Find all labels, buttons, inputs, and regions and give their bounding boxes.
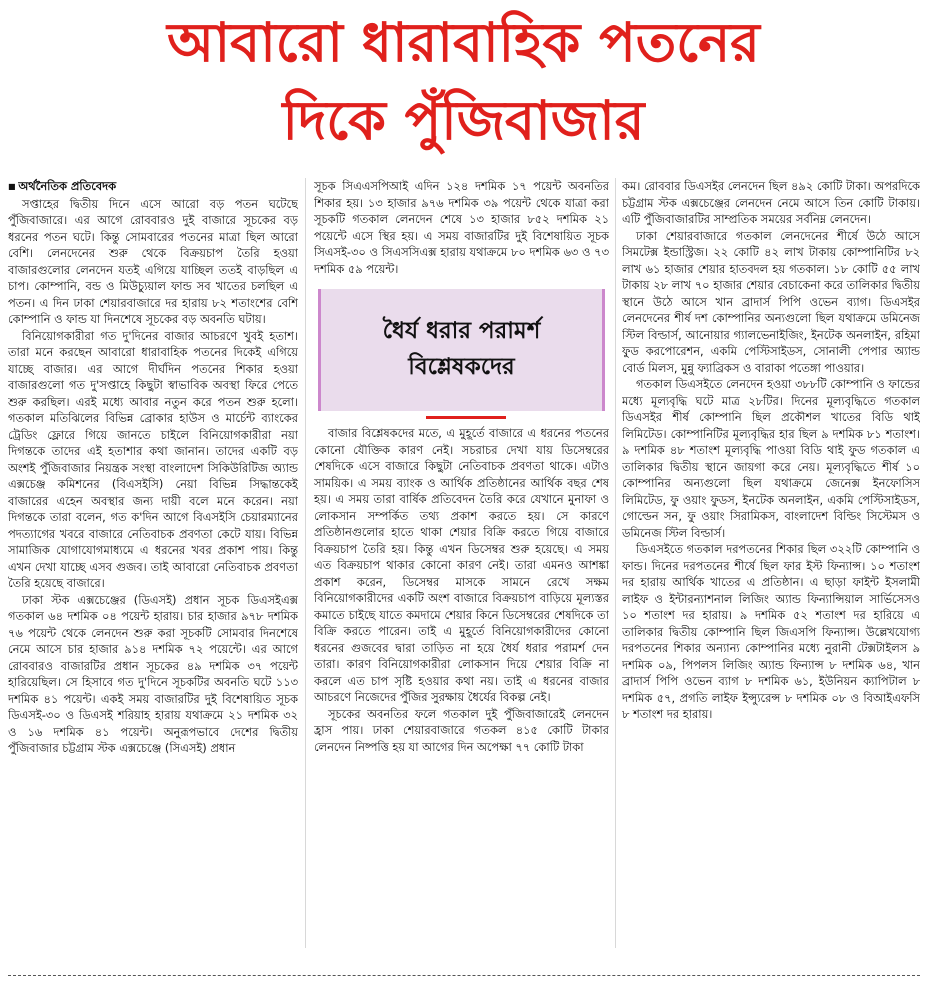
pull-quote-line-2: বিশ্লেষকদের — [408, 354, 515, 380]
column-divider — [305, 178, 306, 948]
headline-line-1: আবারো ধারাবাহিক পতনের — [167, 11, 760, 74]
headline-line-2: দিকে পুঁজিবাজার — [282, 89, 645, 152]
pull-quote-line-1: ধৈর্য ধরার পরামর্শ — [382, 318, 541, 344]
column-1 — [8, 178, 298, 948]
column-3 — [622, 178, 920, 948]
paragraph: ঢাকা শেয়ারবাজারে গতকাল লেনদেনের শীর্ষে উঠে আসে সিমটেক্স ইন্ডাস্ট্রিজ। ২২ কোটি ৪২ লাখ টাকায় কোম্পানিটির ৮২ লাখ ৬১ হাজার শেয়ার হাতবদল হয় গতকাল। ১৮ কোটি ৫৫ লাখ টাকায় ২৮ লাখ ৭০ হাজার শেয়ার বেচাকেনা করে তালিকার দ্বিতীয় স্থানে উঠে আসে খান ব্রাদার্স পিপি ওভেন ব্যাগ। ডিএসইর লেনদেনের শীর্ষ দশ কোম্পানির অন্যগুলো ছিল যথাক্রমে ডমিনেজ স্টিল বিল্ডার্স, আনোয়ার গ্যালভেনাইজিং, ইনটেক অনলাইন, রহিমা ফুড করপোরেশন, একমি পেস্টিসাইডস, সোনালী পেপার অ্যান্ড বোর্ড মিলস, মুন্নু ফ্যাব্রিকস ও বারাকা পতেঙ্গা পাওয়ার। — [622, 228, 920, 375]
pull-quote-underline — [426, 416, 506, 419]
paragraph: বাজার বিশ্লেষকদের মতে, এ মুহূর্তে বাজারে এ ধরনের পতনের কোনো যৌক্তিক কারণ নেই। সচরাচর দেখা যায় ডিসেম্বরের শেষদিকে এসে বাজারে কিছুটা নেতিবাচক প্রবণতা থাকে। এটাও সাময়িক। এ সময় ব্যাংক ও আর্থিক প্রতিষ্ঠানের আর্থিক বছর শেষ হয়। এ সময় তারা বার্ষিক প্রতিবেদন তৈরি করে যেখানে মুনাফা ও লোকসান সম্পর্কিত তথ্য প্রকাশ করতে হয়। সে কারণে প্রতিষ্ঠানগুলোর হাতে থাকা শেয়ার বিক্রি করতে গিয়ে বাজারে বিক্রয়চাপ তৈরি হয়। কিন্তু এখন ডিসেম্বর শুরু হয়েছে। এ সময় এত বিক্রয়চাপ থাকার কোনো কারণ নেই। তারা এমনও আশঙ্কা প্রকাশ করেন, ডিসেম্বর মাসকে সামনে রেখে সক্ষম বিনিয়োগকারীদের একটি অংশ বাজারে বিক্রয়চাপ বাড়িয়ে মূল্যস্তর কমাতে চাইছে যাতে কমদামে শেয়ার কিনে ডিসেম্বরের শেষদিকে তা বিক্রি করতে পারেন। তাই এ মুহূর্তে বিনিয়োগকারীদের কোনো ধরনের গুজবের দ্বারা তাড়িত না হয়ে ধৈর্য ধরার পরামর্শ দেন তারা। কারণ বিনিয়োগকারীরা লোকসান দিয়ে শেয়ার বিক্রি না করলে এত চাপ সৃষ্টি হওয়ার কথা নয়। তাই এ ধরনের বাজার আচরণে নিজেদের পুঁজির সুরক্ষায় ধৈর্যের বিকল্প নেই। — [314, 426, 609, 704]
column-2 — [314, 178, 609, 948]
byline: ■ অর্থনৈতিক প্রতিবেদক — [8, 178, 298, 196]
headline — [0, 4, 927, 160]
paragraph: সূচক সিএএসপিআই এদিন ১২৪ দশমিক ১৭ পয়েন্ট অবনতির শিকার হয়। ১৩ হাজার ৯৭৬ দশমিক ৩৯ পয়েন্ট থেকে যাত্রা করা সূচকটি গতকাল লেনদেন শেষে ১৩ হাজার ৮৫২ দশমিক ২১ পয়েন্টে এসে স্থির হয়। এ সময় বাজারটির দুই বিশেষায়িত সূচক সিএসই-৩০ ও সিএসসিএক্স হারায় যথাক্রমে ৮০ দশমিক ৬৩ ও ৭৩ দশমিক ৫৯ পয়েন্ট। — [314, 179, 609, 276]
paragraph: সপ্তাহের দ্বিতীয় দিনে এসে আরো বড় পতন ঘটেছে পুঁজিবাজারে। এর আগে রোববারও দুই বাজারে সূচকের বড় ধরনের পতন ঘটে। কিন্তু সোমবারের পতনের মাত্রা ছিল আরো বেশি। লেনদেনের শুরু থেকে বিক্রয়চাপ তৈরি হওয়া বাজারগুলোর লেনদেন যতই এগিয়ে যাচ্ছিল ততই বাড়ছিল এ চাপ। কোম্পানি, বন্ড ও মিউচ্যুয়াল ফান্ড সব খাতের চলছিল এ পতন। এ দিন ঢাকা শেয়ারবাজারে দর হারায় ৮২ শতাংশের বেশি কোম্পানি ও ফান্ড যা দিনশেষে সূচকের বড় অবনতি ঘটায়। — [8, 196, 298, 326]
paragraph: ঢাকা স্টক এক্সচেঞ্জের (ডিএসই) প্রধান সূচক ডিএসইএক্স গতকাল ৬৪ দশমিক ০৪ পয়েন্ট হারায়। চার হাজার ৯৭৮ দশমিক ৭৬ পয়েন্ট থেকে লেনদেন শুরু করা সূচকটি সোমবার দিনশেষে নেমে আসে চার হাজার ৯১৪ দশমিক ৭২ পয়েন্টে। এর আগে রোববারও বাজারটির প্রধান সূচকের ৪৯ দশমিক ৩৭ পয়েন্ট হারিয়েছিল। সে হিসাবে গত দু'দিনে সূচকটির অবনতি ঘটে ১১৩ দশমিক ৪১ পয়েন্ট। একই সময় বাজারটির দুই বিশেষায়িত সূচক ডিএসই-৩০ ও ডিএসই শরিয়াহ হারায় যথাক্রমে ২১ দশমিক ৩২ ও ১৬ দশমিক ৪১ পয়েন্ট। অনুরূপভাবে দেশের দ্বিতীয় পুঁজিবাজার চট্টগ্রাম স্টক এক্সচেঞ্জে (সিএসই) প্রধান — [8, 592, 298, 755]
paragraph: বিনিয়োগকারীরা গত দু'দিনের বাজার আচরণে খুবই হতাশ। তারা মনে করছেন আবারো ধারাবাহিক পতনের দিকেই এগিয়ে যাচ্ছে বাজার। এর আগে দীর্ঘদিন পতনের শিকার হওয়া বাজারগুলো গত দু'সপ্তাহে কিছুটা স্বাভাবিক অবস্থা ফিরে পেতে শুরু করছিল। এরই মধ্যে আবার নতুন করে পতন শুরু হলো। গতকাল মতিঝিলের বিভিন্ন ব্রোকার হাউস ও মার্চেন্ট ব্যাংকের ট্রেডিং ফ্লোরে গিয়ে জানতে চাইলে বিনিয়োগকারীরা নয়া দিগন্তকে তাদের এই হতাশার কথা জানান। তাদের একটি বড় অংশই পুঁজিবাজার নিয়ন্ত্রক সংস্থা বাংলাদেশ সিকিউরিটিজ অ্যান্ড এক্সচেঞ্জ কমিশনের (বিএসইসি) নেয়া বিভিন্ন সিদ্ধান্তকেই বাজারের এহেন অবস্থার জন্য দায়ী বলে মনে করেন। নয়া দিগন্তকে তারা বলেন, গত ক'দিন আগে বিএসইসি চেয়ারম্যানের পদত্যাগের খবরে বাজারে নেতিবাচক প্রবণতা কেটে যায়। বিভিন্ন সামাজিক যোগাযোগমাধ্যমে এ ধরনের খবর প্রকাশ পায়। কিন্তু এখন দেখা যাচ্ছে এসব গুজব। তাই আবারো নেতিবাচক প্রবণতা তৈরি হয়েছে বাজারে। — [8, 328, 298, 590]
bottom-divider — [8, 975, 920, 976]
pull-quote-box — [318, 289, 605, 411]
paragraph: গতকাল ডিএসইতে লেনদেন হওয়া ৩৮৮টি কোম্পানি ও ফান্ডের মধ্যে মূল্যবৃদ্ধি ঘটে মাত্র ২৮টির। দিনের মূল্যবৃদ্ধিতে গতকাল ডিএসইর শীর্ষ কোম্পানি ছিল প্রকৌশল খাতের বিডি থাই লিমিটেড। কোম্পানিটির মূল্যবৃদ্ধির হার ছিল ৯ দশমিক ৮১ শতাংশ। ৯ দশমিক ৪৮ শতাংশ মূল্যবৃদ্ধি পাওয়া বিডি থাই ফুড গতকাল এ তালিকার দ্বিতীয় স্থানে জায়গা করে নেয়। মূল্যবৃদ্ধিতে শীর্ষ ১০ কোম্পানির অন্যগুলো ছিল যথাক্রমে জেনেক্স ইনফোসিস লিমিটেড, ফু ওয়াং ফুডস, ইনটেক অনলাইন, একমি পেস্টিসাইডস, গোল্ডেন সন, ফু ওয়াং সিরামিকস, বাংলাদেশ বিল্ডিং সিস্টেমস ও ডমিনেজ স্টিল বিল্ডার্স। — [622, 377, 920, 540]
paragraph: কম। রোববার ডিএসইর লেনদেন ছিল ৪৯২ কোটি টাকা। অপরদিকে চট্টগ্রাম স্টক এক্সচেঞ্জের লেনদেন নেমে আসে তিন কোটি টাকায়। এটি পুঁজিবাজারটির সাম্প্রতিক সময়ের সর্বনিম্ন লেনদেন। — [622, 179, 920, 226]
paragraph: সূচকের অবনতির ফলে গতকাল দুই পুঁজিবাজারেই লেনদেন হ্রাস পায়। ঢাকা শেয়ারবাজারে গতকল ৪১৫ কোটি টাকার লেনদেন নিষ্পত্তি হয় যা আগের দিন অপেক্ষা ৭৭ কোটি টাকা — [314, 706, 609, 754]
column-divider — [615, 178, 616, 948]
paragraph: ডিএসইতে গতকাল দরপতনের শিকার ছিল ৩২২টি কোম্পানি ও ফান্ড। দিনের দরপতনের শীর্ষে ছিল ফার ইস্ট ফিন্যান্স। ১০ শতাংশ দর হারায় আর্থিক খাতের এ প্রতিষ্ঠান। এ ছাড়া ফাইন্ট ইসলামী লাইফ ও ইন্টারন্যাশনাল লিজিং অ্যান্ড ফিন্যান্সিয়াল সার্ভিসেসও ১০ শতাংশ দর হারায়। ৯ দশমিক ৫২ শতাংশ দর হারিয়ে এ তালিকার দ্বিতীয় কোম্পানি ছিল জিএসপি ফিন্যান্স। উল্লেখযোগ্য দরপতনের শিকার অন্যান্য কোম্পানির মধ্যে নুরানী টেক্সটাইলস ৯ দশমিক ০৯, পিপলস লিজিং অ্যান্ড ফিন্যান্স ৮ দশমিক ৬৪, খান ব্রাদার্স পিপি ওভেন ব্যাগ ৮ দশমিক ৬১, ইউনিয়ন ক্যাপিটাল ৮ দশমিক ৫৭, প্রগতি লাইফ ইন্স্যুরেন্স ৮ দশমিক ০৮ ও বিআইএফসি ৮ শতাংশ দর হারায়। — [622, 542, 920, 721]
